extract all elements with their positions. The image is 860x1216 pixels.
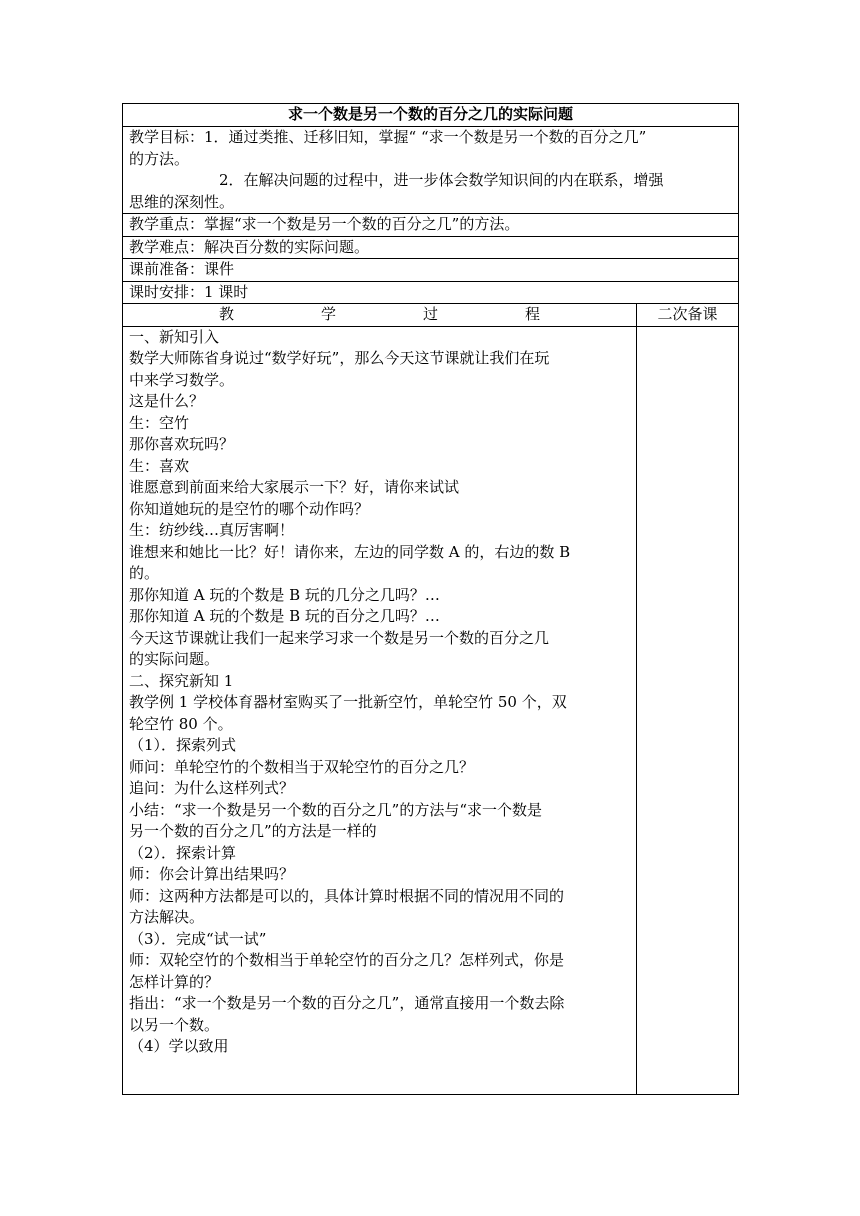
second-prep-content <box>637 326 739 1094</box>
process-line: 方法解决。 <box>129 908 205 926</box>
title-row <box>123 104 739 127</box>
difficulty-row <box>123 236 739 259</box>
process-line: 谁想来和她比一比？好！请你来，左边的同学数 A 的，右边的数 B <box>129 542 571 561</box>
header-row <box>123 304 739 327</box>
process-line: 那你喜欢玩吗？ <box>129 435 235 453</box>
process-line: 生：空竹 <box>129 413 190 432</box>
process-line: 中来学习数学。 <box>129 370 235 389</box>
document-page <box>122 103 738 1095</box>
process-line: 怎样计算的？ <box>129 972 220 991</box>
content-row <box>123 326 739 1094</box>
teaching-goals <box>123 127 739 214</box>
process-line: 教学例 1 学校体育器材室购买了一批新空竹，单轮空竹 50 个，双 <box>129 693 567 711</box>
process-line: 师：双轮空竹的个数相当于单轮空竹的百分之几？怎样列式，你是 <box>129 951 565 969</box>
goal-line-2b: 思维的深刻性。 <box>129 192 235 211</box>
process-line: 今天这节课就让我们一起来学习求一个数是另一个数的百分之几 <box>129 628 550 647</box>
process-line: 师：这两种方法都是可以的，具体计算时根据不同的情况用不同的 <box>129 886 565 905</box>
schedule-row <box>123 281 739 304</box>
process-line: 小结：“求一个数是另一个数的百分之几”的方法与“求一个数是 <box>129 800 543 819</box>
process-line: 数学大师陈省身说过“数学好玩”，那么今天这节课就让我们在玩 <box>129 349 550 367</box>
goals-row <box>123 127 739 214</box>
process-line: 师：你会计算出结果吗？ <box>129 865 295 883</box>
process-line: （4）学以致用 <box>129 1037 229 1055</box>
process-line: 谁愿意到前面来给大家展示一下？好，请你来试试 <box>129 478 460 496</box>
preparation: 课前准备：课件 <box>123 259 739 282</box>
process-line: 你知道她玩的是空竹的哪个动作吗？ <box>129 499 370 518</box>
schedule: 课时安排：1 课时 <box>123 281 739 304</box>
process-line: 另一个数的百分之几”的方法是一样的 <box>129 822 377 840</box>
process-line: 指出：“求一个数是另一个数的百分之几”，通常直接用一个数去除 <box>129 994 565 1012</box>
preparation-row <box>123 259 739 282</box>
process-line: 生：喜欢 <box>129 456 190 475</box>
process-line: 的实际问题。 <box>129 650 220 668</box>
process-line: 一、新知引入 <box>129 327 220 346</box>
process-line: （2）．探索计算 <box>129 843 237 862</box>
process-header: 教学过程 <box>123 304 637 327</box>
process-line: 这是什么？ <box>129 392 205 410</box>
second-prep-header: 二次备课 <box>637 304 739 327</box>
key-point-row <box>123 214 739 237</box>
process-line: 二、探究新知 1 <box>129 671 234 690</box>
process-line: 师问：单轮空竹的个数相当于双轮空竹的百分之几？ <box>129 757 475 776</box>
process-line: 生：纺纱线…真厉害啊！ <box>129 521 295 539</box>
process-line: 轮空竹 80 个。 <box>129 714 233 733</box>
goal-line-2: 2．在解决问题的过程中，进一步体会数学知识间的内在联系，增强 <box>219 171 664 189</box>
lesson-title: 求一个数是另一个数的百分之几的实际问题 <box>123 104 739 127</box>
process-line: 追问：为什么这样列式？ <box>129 779 295 797</box>
process-line: （1）．探索列式 <box>129 736 237 754</box>
process-line: 那你知道 A 玩的个数是 B 玩的几分之几吗？… <box>129 585 440 604</box>
process-line: （3）．完成“试一试” <box>129 929 267 948</box>
process-line: 的。 <box>129 564 160 582</box>
goal-line-1b: 的方法。 <box>129 149 190 168</box>
process-line: 以另一个数。 <box>129 1015 220 1034</box>
lesson-plan-table <box>122 103 739 1095</box>
process-line: 那你知道 A 玩的个数是 B 玩的百分之几吗？… <box>129 607 440 625</box>
process-content <box>123 326 637 1094</box>
process-lines <box>129 327 630 1058</box>
key-point: 教学重点：掌握“求一个数是另一个数的百分之几”的方法。 <box>123 214 739 237</box>
goal-line-1: 教学目标：1．通过类推、迁移旧知，掌握“ “求一个数是另一个数的百分之几” <box>129 128 647 146</box>
difficulty: 教学难点：解决百分数的实际问题。 <box>123 236 739 259</box>
